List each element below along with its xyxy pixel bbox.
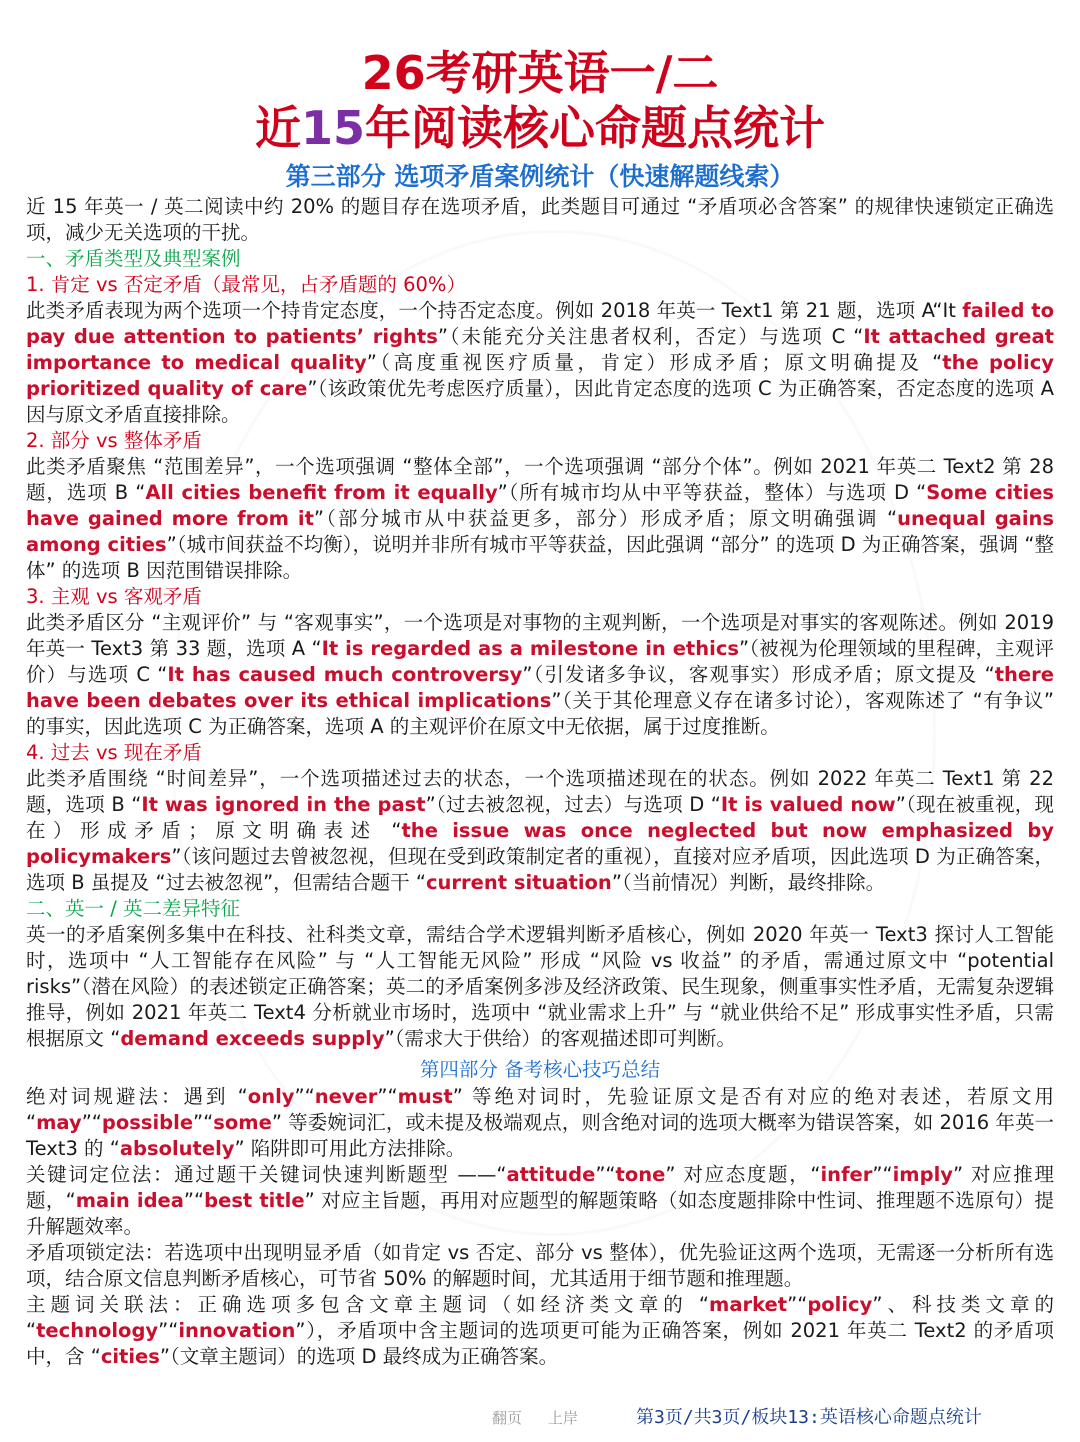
- text-run: 主题词关联法：正确选项多包含文章主题词（如经济类文章的 “: [26, 1293, 710, 1316]
- text-run: ”“: [158, 1319, 179, 1342]
- section2-paragraph: [26, 922, 1054, 1052]
- text-run: ”“: [294, 1085, 315, 1108]
- highlighted-english-phrase: innovation: [178, 1319, 296, 1342]
- case3-heading: 3. 主观 vs 客观矛盾: [26, 585, 202, 608]
- highlighted-english-phrase: the issue was once neglected but now emphasized by policymakers: [26, 819, 1054, 868]
- highlighted-english-phrase: some: [213, 1111, 272, 1134]
- part3-heading: 第三部分 选项矛盾案例统计（快速解题线索）: [285, 162, 795, 191]
- highlighted-english-phrase: main idea: [75, 1189, 184, 1212]
- case1-heading: 1. 肯定 vs 否定矛盾（最常见，占矛盾题的 60%）: [26, 273, 466, 296]
- page-footer: [0, 1402, 1080, 1434]
- page-title-line2: [26, 102, 1054, 154]
- highlighted-english-phrase: failed to pay due attention to patients’ rights: [26, 299, 1055, 348]
- highlighted-english-phrase: only: [247, 1085, 295, 1108]
- text-run: 此类矛盾表现为两个选项一个持肯定态度，一个持否定态度。例如 2018 年英一 Text1 第 21 题，选项 A“It: [26, 299, 963, 322]
- highlighted-english-phrase: All cities benefit from it equally: [145, 481, 498, 504]
- text-run: ”（城市间获益不均衡），说明并非所有城市平等获益，因此强调 “部分” 的选项 D 为正确答案，强调 “整体” 的选项 B 因范围错误排除。: [26, 533, 1054, 582]
- text-run: ”（文章主题词）的选项 D 最终成为正确答案。: [159, 1345, 559, 1368]
- highlighted-english-phrase: the policy prioritized quality of care: [26, 351, 1055, 400]
- highlighted-english-phrase: there have been debates over its ethical implications: [26, 663, 1054, 712]
- intro-paragraph: 近 15 年英一 / 英二阅读中约 20% 的题目存在选项矛盾，此类题目可通过 “矛盾项必含答案” 的规律快速锁定正确选项，减少无关选项的干扰。: [26, 195, 1054, 244]
- next-page-link[interactable]: 上岸: [548, 1409, 579, 1427]
- highlighted-english-phrase: infer: [820, 1163, 873, 1186]
- text-run: ”“: [872, 1163, 893, 1186]
- text-run: ”“: [595, 1163, 616, 1186]
- text-run: ”“: [183, 1189, 205, 1212]
- text-run: 英一的矛盾案例多集中在科技、社科类文章，需结合学术逻辑判断矛盾核心，例如 2020 年英一 Text3 探讨人工智能时，选项中 “人工智能存在风险” 与 “人工智能无风险” 形成 “风险 vs 收益” 的矛盾，需通过原文中 “potential risks”（潜在风险）的表述锁定正确答案；英二的矛盾案例多涉及经济政策、民生现象，侧重事实性矛盾，无需复杂逻辑推导，例如 2021 年英二 Text4 分析就业市场时，选项中 “就业需求上升” 与 “就业供给不足” 形成事实性矛盾，只需根据原文 “: [26, 923, 1054, 1050]
- highlighted-english-phrase: never: [314, 1085, 378, 1108]
- highlighted-english-phrase: cities: [100, 1345, 160, 1368]
- highlighted-english-phrase: unequal gains among cities: [26, 507, 1054, 556]
- tip-contradiction-locking: [26, 1240, 1054, 1292]
- section1-heading: 一、矛盾类型及典型案例: [26, 247, 241, 270]
- highlighted-english-phrase: policy: [807, 1293, 873, 1316]
- tip-keyword-locating: [26, 1162, 1054, 1240]
- case2-heading: 2. 部分 vs 整体矛盾: [26, 429, 202, 452]
- text-run: ”“: [193, 1111, 214, 1134]
- case4-paragraph: [26, 766, 1054, 896]
- highlighted-english-phrase: tone: [615, 1163, 666, 1186]
- text-run: ”（过去被忽视，过去）与选项 D “: [425, 793, 721, 816]
- case3-paragraph: [26, 610, 1054, 740]
- text-run: ” 对应态度题，“: [665, 1163, 821, 1186]
- text-run: ”（现在被重视，现在）形成矛盾；原文明确表述 “: [26, 793, 1054, 842]
- highlighted-english-phrase: It is valued now: [720, 793, 896, 816]
- text-run: 矛盾项锁定法：若选项中出现明显矛盾（如肯定 vs 否定、部分 vs 整体），优先验证这两个选项，无需逐一分析所有选项，结合原文信息判断矛盾核心，可节省 50% 的解题时间，尤其适用于细节题和推理题。: [26, 1241, 1054, 1290]
- text-run: 此类矛盾围绕 “时间差异”，一个选项描述过去的状态，一个选项描述现在的状态。例如 2022 年英二 Text1 第 22 题，选项 B “: [26, 767, 1054, 816]
- page-title: 26考研英语一/二: [361, 46, 719, 100]
- text-run: 此类矛盾区分 “主观评价” 与 “客观事实”，一个选项是对事物的主观判断，一个选项是对事实的客观陈述。例如 2019 年英一 Text3 第 33 题，选项 A “: [26, 611, 1054, 660]
- highlighted-english-phrase: It is regarded as a milestone in ethics: [321, 637, 739, 660]
- highlighted-english-phrase: demand exceeds supply: [120, 1027, 385, 1050]
- title-number: 15: [300, 101, 365, 155]
- case1-paragraph: [26, 298, 1054, 428]
- text-run: ”（需求大于供给）的客观描述即可判断。: [384, 1027, 736, 1050]
- highlighted-english-phrase: best title: [204, 1189, 305, 1212]
- text-run: ”（关于其伦理意义存在诸多讨论），客观陈述了 “有争议” 的事实，因此选项 C 为正确答案，选项 A 的主观评价在原文中无依据，属于过度推断。: [26, 689, 1054, 738]
- text-run: ”（所有城市均从中平等获益，整体）与选项 D “: [497, 481, 927, 504]
- text-run: 关键词定位法：通过题干关键词快速判断题型 ——“: [26, 1163, 507, 1186]
- highlighted-english-phrase: imply: [892, 1163, 953, 1186]
- text-run: ”（部分城市从中获益更多，部分）形成矛盾；原文明确强调 “: [313, 507, 898, 530]
- text-run: 绝对词规避法：遇到 “: [26, 1085, 248, 1108]
- tip-absolute-words: [26, 1084, 1054, 1162]
- highlighted-english-phrase: attitude: [506, 1163, 596, 1186]
- highlighted-english-phrase: technology: [36, 1319, 159, 1342]
- text-run: ” 等委婉词汇，或未提及极端观点，则含绝对词的选项大概率为错误答案，如 2016 年英一 Text3 的 “: [26, 1111, 1054, 1160]
- text-run: ”、科技类文章的 “: [26, 1293, 1054, 1342]
- case2-paragraph: [26, 454, 1054, 584]
- section2-heading: 二、英一 / 英二差异特征: [26, 897, 240, 920]
- title-prefix: 近: [254, 101, 301, 155]
- document-body: [26, 194, 1054, 1370]
- case4-heading: 4. 过去 vs 现在矛盾: [26, 741, 202, 764]
- title-suffix: 年阅读核心命题点统计: [365, 101, 825, 155]
- text-run: ” 对应推理题，“: [26, 1163, 1054, 1212]
- text-run: ”（高度重视医疗质量，肯定）形成矛盾；原文明确提及 “: [366, 351, 943, 374]
- tip-theme-word: [26, 1292, 1054, 1370]
- highlighted-english-phrase: Some cities have gained more from it: [26, 481, 1054, 530]
- highlighted-english-phrase: may: [36, 1111, 82, 1134]
- text-run: ”（该政策优先考虑医疗质量），因此肯定态度的选项 C 为正确答案，否定态度的选项 A 因与原文矛盾直接排除。: [26, 377, 1055, 426]
- part4-heading: 第四部分 备考核心技巧总结: [419, 1058, 661, 1081]
- text-run: ”），矛盾项中含主题词的选项更可能为正确答案，例如 2021 年英二 Text2 的矛盾项中，含 “: [26, 1319, 1054, 1368]
- text-run: ”（当前情况）判断，最终排除。: [611, 871, 886, 894]
- text-run: ”“: [81, 1111, 102, 1134]
- text-run: ” 陷阱即可用此方法排除。: [234, 1137, 466, 1160]
- text-run: ”（被视为伦理领域的里程碑，主观评价）与选项 C “: [26, 637, 1054, 686]
- highlighted-english-phrase: must: [397, 1085, 453, 1108]
- page-indicator: 第3页/共3页/板块13:英语核心命题点统计: [636, 1407, 982, 1428]
- text-run: 此类矛盾聚焦 “范围差异”，一个选项强调 “整体全部”，一个选项强调 “部分个体”。例如 2021 年英二 Text2 第 28 题，选项 B “: [26, 455, 1054, 504]
- text-run: ”（未能充分关注患者权利，否定）与选项 C “: [437, 325, 864, 348]
- text-run: ”（该问题过去曾被忽视，但现在受到政策制定者的重视），直接对应矛盾项，因此选项 D 为正确答案，选项 B 虽提及 “过去被忽视”，但需结合题干 “: [26, 845, 1054, 894]
- highlighted-english-phrase: market: [709, 1293, 788, 1316]
- highlighted-english-phrase: absolutely: [119, 1137, 235, 1160]
- text-run: ”（引发诸多争议，客观事实）形成矛盾；原文提及 “: [522, 663, 995, 686]
- highlighted-english-phrase: current situation: [425, 871, 612, 894]
- text-run: ” 对应主旨题，再用对应题型的解题策略（如态度题排除中性词、推理题不选原句）提升解题效率。: [26, 1189, 1054, 1238]
- text-run: ” 等绝对词时，先验证原文是否有对应的绝对表述，若原文用 “: [26, 1085, 1054, 1134]
- text-run: ”“: [787, 1293, 808, 1316]
- text-run: ”“: [377, 1085, 398, 1108]
- prev-page-link[interactable]: 翻页: [492, 1409, 523, 1427]
- highlighted-english-phrase: It attached great importance to medical quality: [26, 325, 1054, 374]
- highlighted-english-phrase: It was ignored in the past: [141, 793, 426, 816]
- highlighted-english-phrase: possible: [101, 1111, 194, 1134]
- highlighted-english-phrase: It has caused much controversy: [167, 663, 523, 686]
